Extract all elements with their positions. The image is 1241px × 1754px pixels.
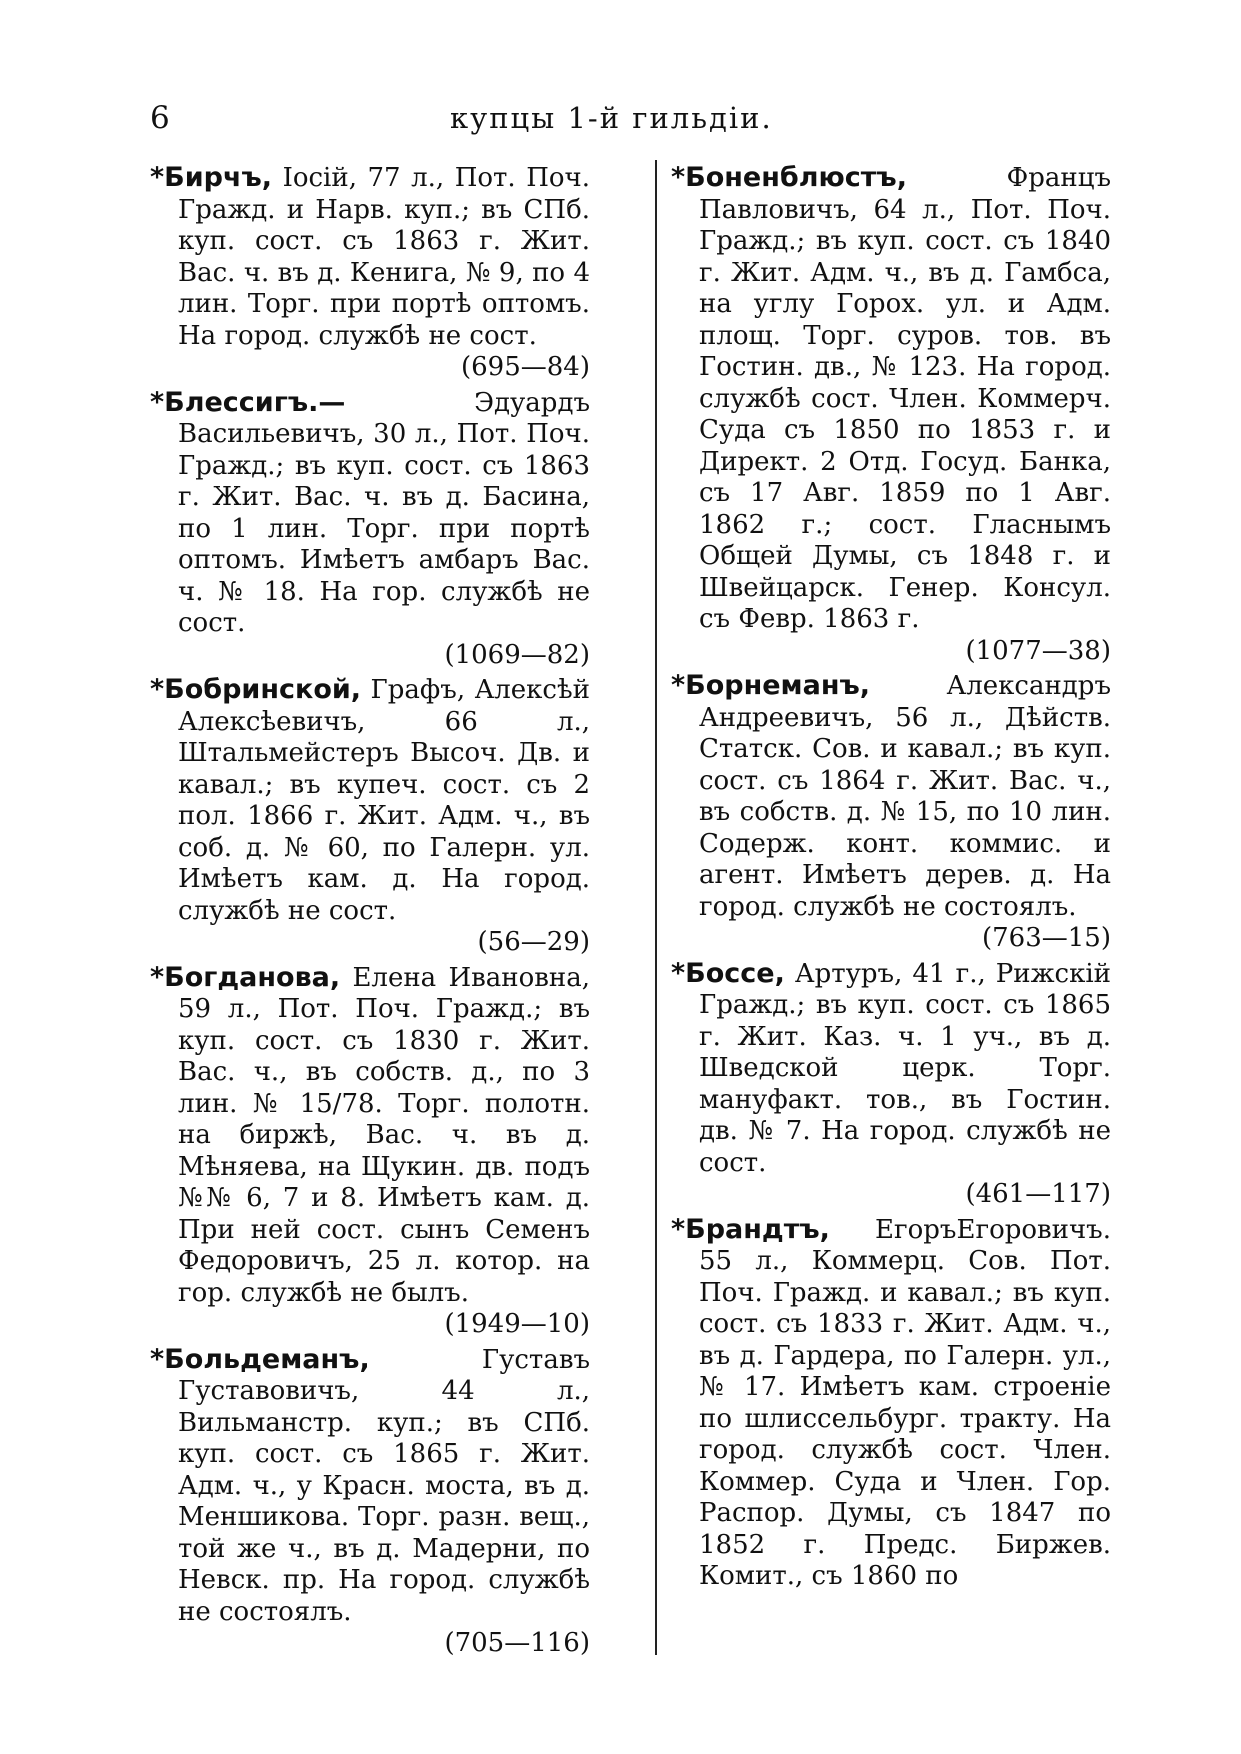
entry-reference: (705—116): [444, 1628, 590, 1658]
entry-text: Александръ Андреевичъ, 56 л., Дѣйств. Статск. Сов. и кавал.; въ куп. сост. съ 1864 г. Жит. Вас. ч., въ собств. д. № 15, по 10 лин. Содерж. конт. коммис. и агент. Имѣетъ дерев. д. На город. службѣ не состоялъ.: [699, 671, 1111, 922]
directory-entry: [671, 670, 1111, 955]
right-column: [671, 162, 1111, 1596]
entry-reference: (1949—10): [444, 1309, 590, 1339]
directory-entry: [671, 162, 1111, 667]
column-divider: [655, 160, 657, 1655]
entry-reference: (695—84): [461, 352, 590, 382]
entry-text: Іосій, 77 л., Пот. Поч. Гражд. и Нарв. куп.; въ СПб. куп. сост. съ 1863 г. Жит. Вас. ч. въ д. Кенига, № 9, по 4 лин. Торг. при портѣ оптомъ. На город. службѣ не сост.: [178, 163, 590, 351]
entry-surname: *Бобринской,: [150, 674, 362, 705]
entry-reference: (1077—38): [965, 635, 1111, 666]
entry-surname: *Борнеманъ,: [671, 670, 871, 701]
directory-entry: [150, 387, 590, 672]
entry-text: Эдуардъ Васильевичъ, 30 л., Пот. Поч. Гражд.; въ куп. сост. съ 1863 г. Жит. Вас. ч. въ д. Басина, по 1 лин. Торг. при портѣ оптомъ. Имѣетъ амбаръ Вас. ч. № 18. На гор. службѣ не сост.: [178, 387, 590, 638]
entry-surname: *Богданова,: [150, 961, 341, 993]
entry-surname: *Боссе,: [671, 957, 785, 989]
directory-entry: [671, 1214, 1111, 1593]
page-header: [0, 0, 1241, 150]
directory-entry: [150, 162, 590, 384]
directory-entry: [150, 962, 590, 1341]
running-title: купцы 1-й гильдіи.: [450, 101, 773, 135]
entry-reference: (763—15): [982, 923, 1111, 953]
directory-entry: [150, 1344, 590, 1660]
entry-text: Густавъ Густавовичъ, 44 л., Вильманстр. куп.; въ СПб. куп. сост. съ 1865 г. Жит. Адм. ч., у Красн. моста, въ д. Меншикова. Торг. разн. вещ., той же ч., въ д. Мадерни, по Невск. пр. На город. службѣ не состоялъ.: [178, 1344, 590, 1627]
entry-surname: *Бирчъ,: [150, 162, 273, 193]
entry-reference: (461—117): [965, 1179, 1111, 1209]
entry-surname: *Боненблюстъ,: [671, 162, 907, 193]
entry-reference: (1069—82): [444, 639, 590, 670]
entry-reference: (56—29): [477, 927, 590, 957]
directory-entry: [150, 674, 590, 959]
entry-surname: *Блессигъ.—: [150, 386, 346, 418]
entry-surname: *Больдеманъ,: [150, 1343, 370, 1375]
entry-text: ЕгоръЕгоровичъ. 55 л., Коммерц. Сов. Пот. Поч. Гражд. и кавал.; въ куп. сост. съ 1833 г. Жит. Адм. ч., въ д. Гардера, по Галерн. ул., № 17. Имѣетъ кам. строеніе по шлиссельбург. тракту. На город. службѣ сост. Член. Коммер. Суда и Член. Гор. Распор. Думы, съ 1847 по 1852 г. Предс. Биржев. Комит., съ 1860 по: [699, 1214, 1111, 1591]
page-number: 6: [150, 100, 170, 136]
left-column: [150, 162, 590, 1663]
entry-text: Графъ, Алексѣй Алексѣевичъ, 66 л., Штальмейстеръ Высоч. Дв. и кавал.; въ купеч. сост. съ 2 пол. 1866 г. Жит. Адм. ч., въ соб. д. № 60, по Галерн. ул. Имѣетъ кам. д. На город. службѣ не сост.: [178, 675, 590, 926]
entry-surname: *Брандтъ,: [671, 1213, 830, 1245]
entry-text: Елена Ивановна, 59 л., Пот. Поч. Гражд.; въ куп. сост. съ 1830 г. Жит. Вас. ч., въ собств. д., по 3 лин. № 15/78. Торг. полотн. на биржѣ, Вас. ч. въ д. Мѣняева, на Щукин. дв. подъ №№ 6, 7 и 8. Имѣетъ кам. д. При ней сост. сынъ Семенъ Федоровичъ, 25 л. котор. на гор. службѣ не былъ.: [178, 962, 590, 1308]
directory-entry: [671, 958, 1111, 1211]
entry-text: Францъ Павловичъ, 64 л., Пот. Поч. Гражд.; въ куп. сост. съ 1840 г. Жит. Адм. ч., въ д. Гамбса, на углу Горох. ул. и Адм. площ. Торг. суров. тов. въ Гостин. дв., № 123. На город. службѣ сост. Член. Коммерч. Суда съ 1850 по 1853 г. и Директ. 2 Отд. Госуд. Банка, съ 17 Авг. 1859 по 1 Авг. 1862 г.; сост. Гласнымъ Общей Думы, съ 1848 г. и Швейцарск. Генер. Консул. съ Февр. 1863 г.: [699, 163, 1111, 634]
entry-text: Артуръ, 41 г., Рижскій Гражд.; въ куп. сост. съ 1865 г. Жит. Каз. ч. 1 уч., въ д. Шведской церк. Торг. мануфакт. тов., въ Гостин. дв. № 7. На город. службѣ не сост.: [699, 958, 1111, 1178]
